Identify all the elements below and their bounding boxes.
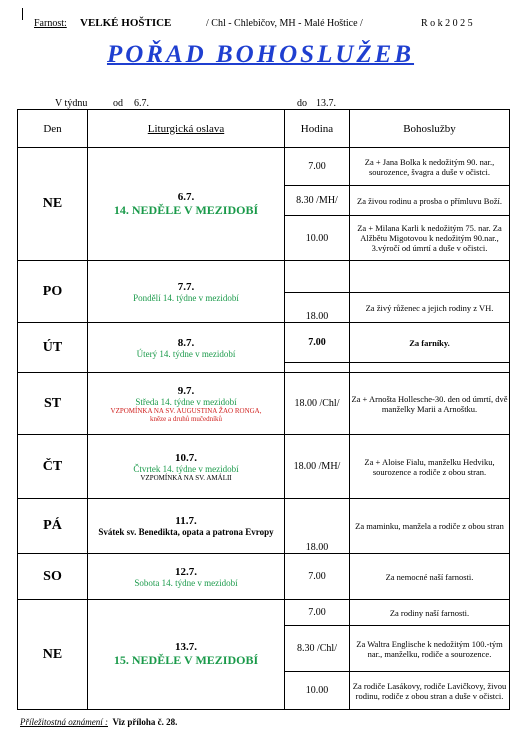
day-cell: ST bbox=[18, 373, 88, 435]
service-cell: Za + Arnošta Hollesche-30. den od úmrtí, dvě manželky Marii a Arnoštku. bbox=[350, 373, 510, 435]
celebration-cell: 7.7. Pondělí 14. týdne v mezidobí bbox=[88, 261, 285, 323]
parish-places: / Chl - Chlebičov, MH - Malé Hoštice / bbox=[206, 18, 363, 29]
table-row bbox=[18, 435, 510, 499]
schedule-table bbox=[17, 109, 510, 710]
week-to-label: do bbox=[297, 98, 307, 109]
hour-cell bbox=[285, 363, 350, 373]
day-cell: SO bbox=[18, 554, 88, 600]
hour-cell: 18.00 /MH/ bbox=[285, 435, 350, 499]
col-celebration: Liturgická oslava bbox=[88, 110, 285, 148]
hour-cell: 7.00 bbox=[285, 554, 350, 600]
service-cell: Za + Aloise Fialu, manželku Hedviku, sourozence a rodiče z obou stran. bbox=[350, 435, 510, 499]
hour-cell: 10.00 bbox=[285, 216, 350, 261]
parish-name: VELKÉ HOŠTICE bbox=[80, 17, 172, 29]
hour-cell bbox=[285, 261, 350, 293]
day-cell: PO bbox=[18, 261, 88, 323]
table-header-row bbox=[18, 110, 510, 148]
service-cell: Za farníky. bbox=[350, 323, 510, 363]
hour-cell: 7.00 bbox=[285, 323, 350, 363]
celebration-cell: 10.7. Čtvrtek 14. týdne v mezidobí VZPOMÍNKA NA SV. AMÁLII bbox=[88, 435, 285, 499]
service-cell: Za + Jana Bolka k nedožitým 90. nar., sourozence, švagra a duše v očistci. bbox=[350, 148, 510, 186]
hour-cell: 18.00 bbox=[285, 293, 350, 323]
day-cell: PÁ bbox=[18, 499, 88, 554]
service-cell: Za rodiny naší farnosti. bbox=[350, 600, 510, 626]
hour-cell: 7.00 bbox=[285, 148, 350, 186]
col-day: Den bbox=[18, 110, 88, 148]
hour-cell: 18.00 /Chl/ bbox=[285, 373, 350, 435]
service-cell: Za živou rodinu a prosba o přímluvu Boží. bbox=[350, 186, 510, 216]
footer-note: Příležitostná oznámení : Viz příloha č. 28. bbox=[20, 717, 178, 727]
day-cell: ÚT bbox=[18, 323, 88, 373]
celebration-cell: 8.7. Úterý 14. týdne v mezidobí bbox=[88, 323, 285, 373]
service-cell: Za živý růženec a jejich rodiny z VH. bbox=[350, 293, 510, 323]
table-row bbox=[18, 323, 510, 363]
service-cell: Za nemocné naší farnosti. bbox=[350, 554, 510, 600]
page-title: POŘAD BOHOSLUŽEB bbox=[106, 41, 415, 68]
hour-cell: 8.30 /Chl/ bbox=[285, 626, 350, 672]
table-row bbox=[18, 261, 510, 293]
service-cell: Za rodiče Lasákovy, rodiče Lavičkovy, živou rodinu, rodiče z obou stran a duše v očistci. bbox=[350, 672, 510, 710]
celebration-cell: 6.7. 14. NEDĚLE V MEZIDOBÍ bbox=[88, 148, 285, 261]
day-cell: NE bbox=[18, 600, 88, 710]
table-row bbox=[18, 554, 510, 600]
celebration-cell: 9.7. Středa 14. týdne v mezidobí VZPOMÍNKA NA SV. AUGUSTINA ŽAO RONGA, kněze a druhů mučedníků bbox=[88, 373, 285, 435]
service-cell bbox=[350, 363, 510, 373]
col-hour: Hodina bbox=[285, 110, 350, 148]
week-from: 6.7. bbox=[134, 98, 149, 109]
day-cell: ČT bbox=[18, 435, 88, 499]
hour-cell: 7.00 bbox=[285, 600, 350, 626]
table-row bbox=[18, 499, 510, 554]
table-row bbox=[18, 600, 510, 626]
service-cell: Za + Milana Karli k nedožitým 75. nar. Za Alžbětu Migotovou k nedožitým 90.nar., 3.výročí od úmrtí a duše v očistci. bbox=[350, 216, 510, 261]
week-label: V týdnu bbox=[55, 98, 88, 109]
margin-mark bbox=[22, 8, 23, 20]
col-services: Bohoslužby bbox=[350, 110, 510, 148]
parish-label: Farnost: bbox=[34, 18, 67, 29]
celebration-cell: 11.7. Svátek sv. Benedikta, opata a patrona Evropy bbox=[88, 499, 285, 554]
hour-cell: 10.00 bbox=[285, 672, 350, 710]
hour-cell: 8.30 /MH/ bbox=[285, 186, 350, 216]
celebration-cell: 12.7. Sobota 14. týdne v mezidobí bbox=[88, 554, 285, 600]
table-row bbox=[18, 373, 510, 435]
week-to: 13.7. bbox=[316, 98, 336, 109]
service-cell: Za maminku, manžela a rodiče z obou stran bbox=[350, 499, 510, 554]
hour-cell: 18.00 bbox=[285, 499, 350, 554]
celebration-cell: 13.7. 15. NEDĚLE V MEZIDOBÍ bbox=[88, 600, 285, 710]
service-cell: Za Waltra Englische k nedožitým 100.-tým nar., manželku, rodiče a sourozence. bbox=[350, 626, 510, 672]
table-row bbox=[18, 148, 510, 186]
service-cell bbox=[350, 261, 510, 293]
week-from-label: od bbox=[113, 98, 123, 109]
year-label: R o k 2 0 2 5 bbox=[421, 18, 473, 29]
day-cell: NE bbox=[18, 148, 88, 261]
